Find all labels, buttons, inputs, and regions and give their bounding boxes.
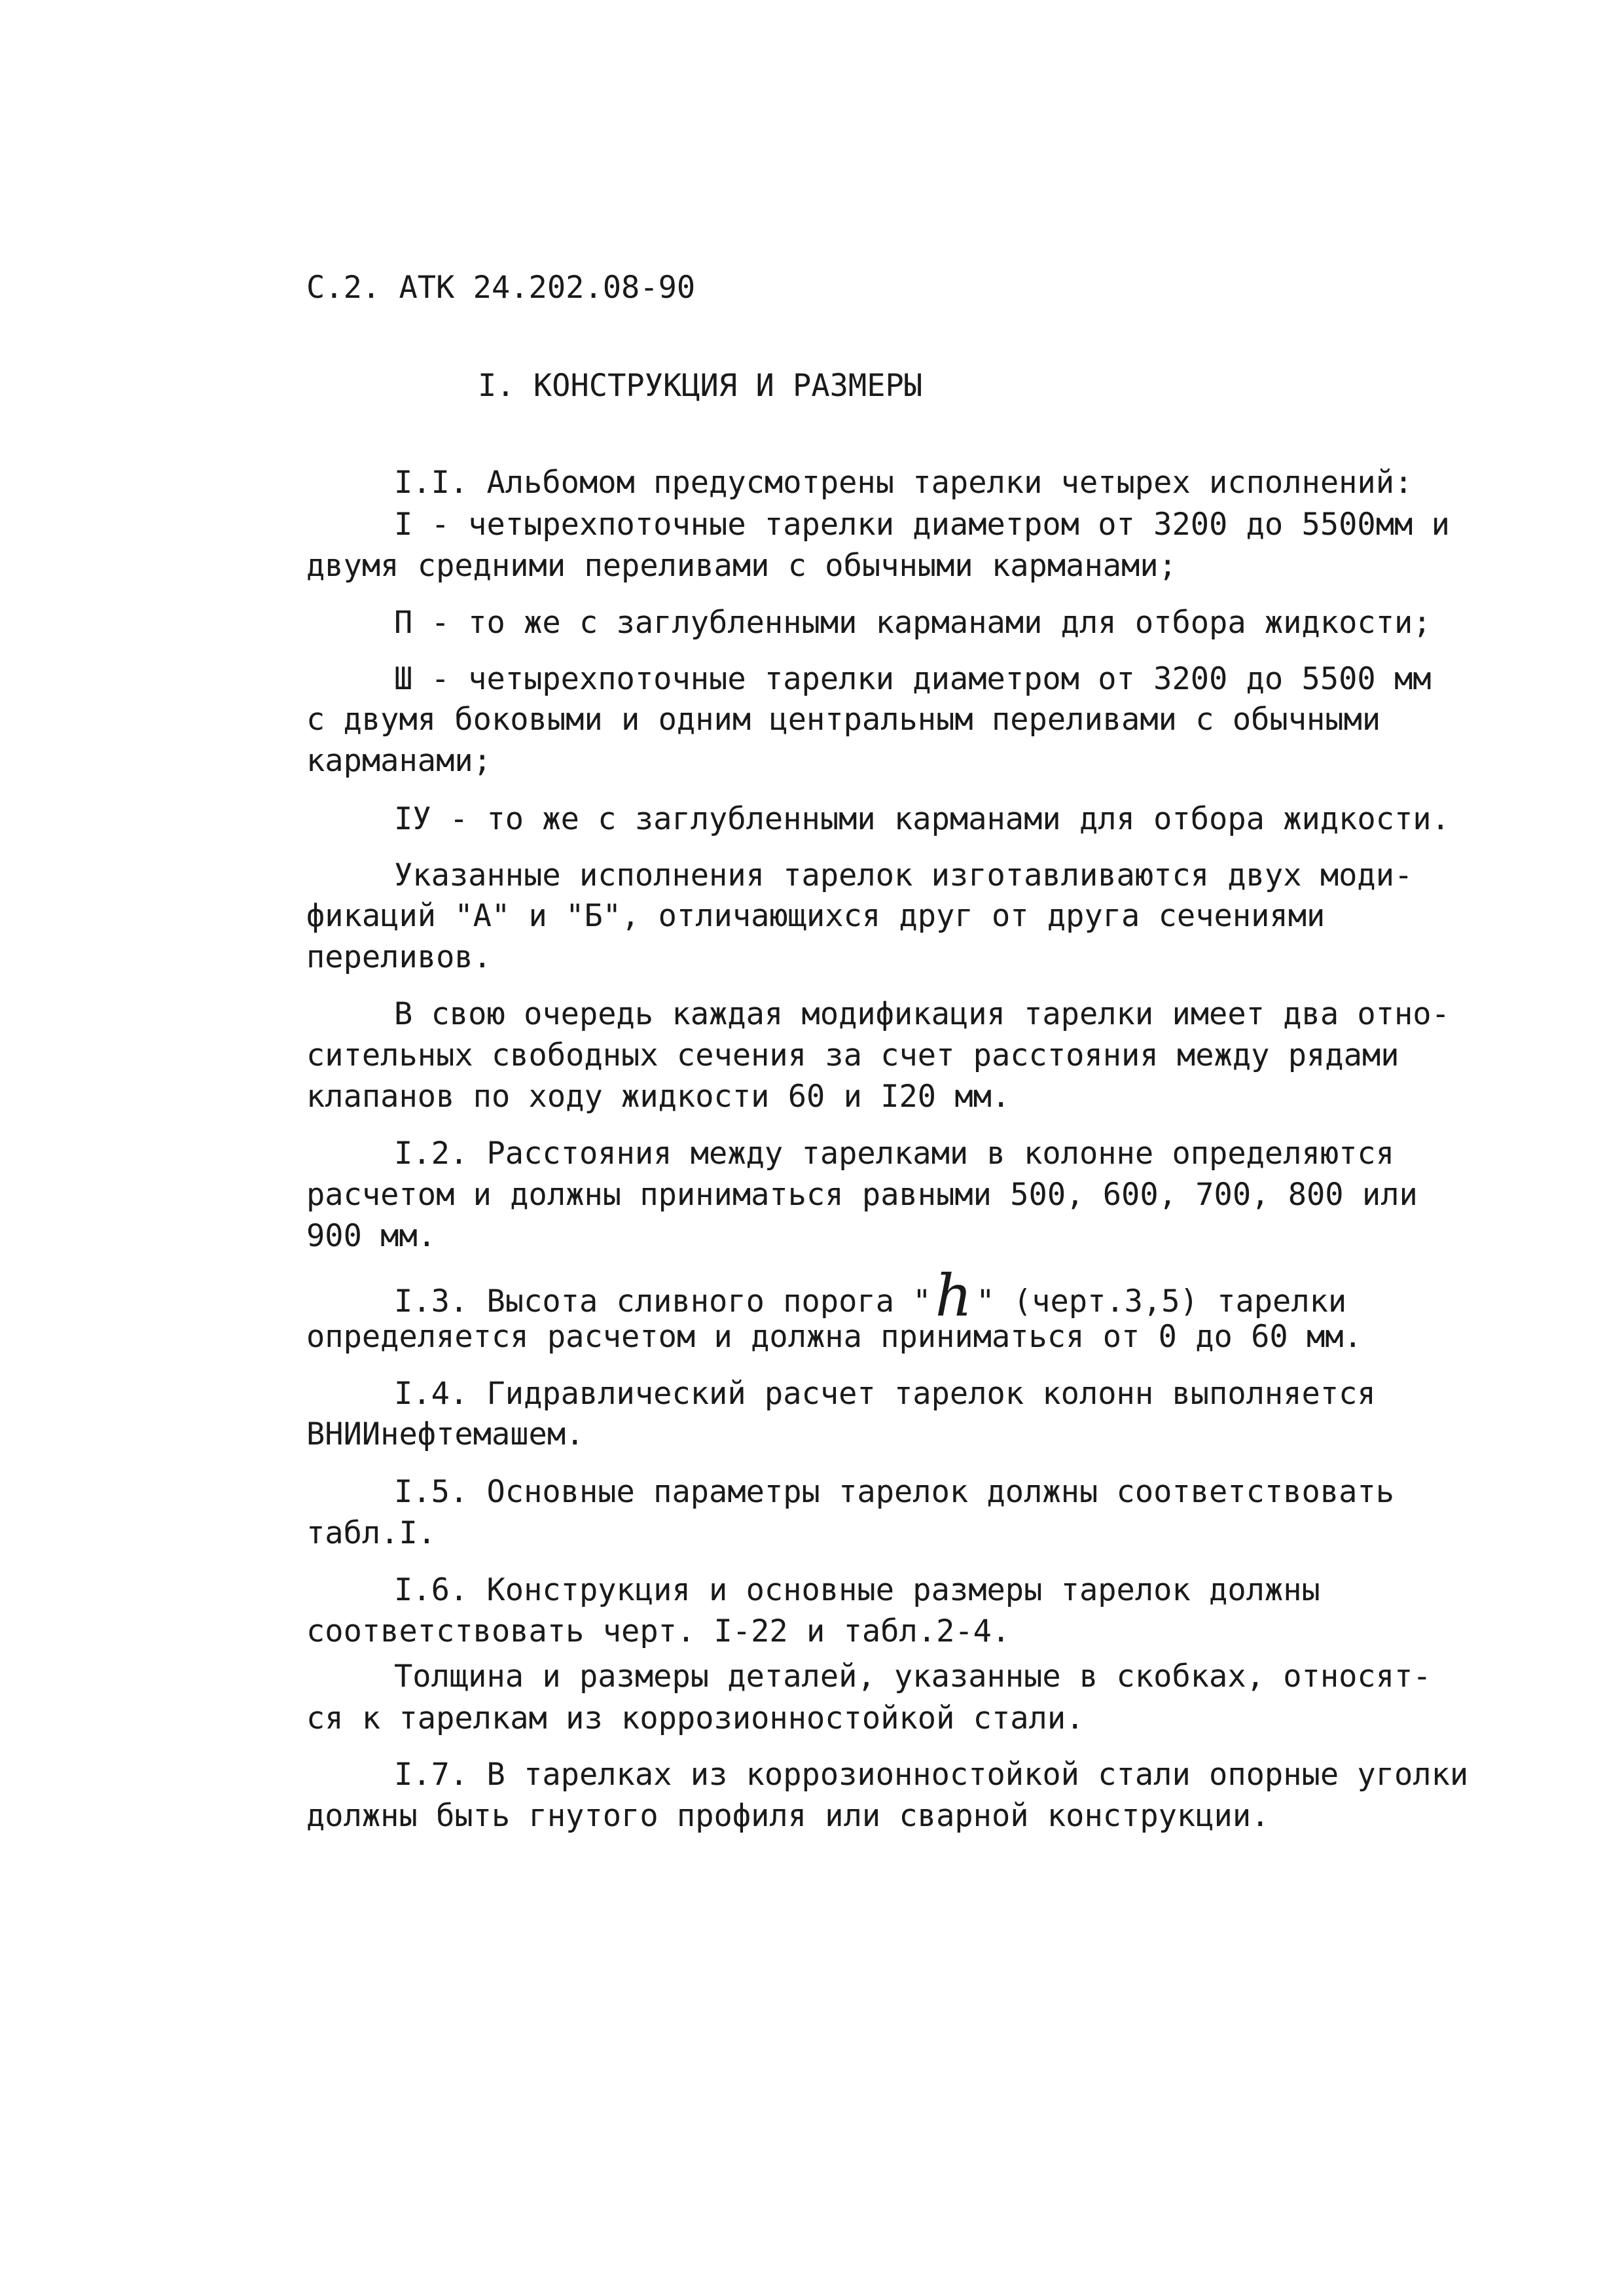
paragraph-line: фикаций "А" и "Б", отличающихся друг от друга сечениями	[306, 898, 1326, 934]
paragraph-line: соответствовать черт. I-22 и табл.2-4.	[306, 1613, 1011, 1649]
paragraph-line: двумя средними переливами с обычными карманами;	[306, 548, 1177, 584]
paragraph-line: I.5. Основные параметры тарелок должны соответствовать	[394, 1474, 1395, 1510]
paragraph-line: П - то же с заглубленными карманами для отбора жидкости;	[394, 605, 1432, 641]
paragraph-line: I - четырехпоточные тарелки диаметром от 3200 до 5500мм и	[394, 507, 1450, 543]
paragraph-line: Толщина и размеры деталей, указанные в скобках, относят-	[394, 1659, 1432, 1695]
paragraph-line: I.2. Расстояния между тарелками в колонне определяются	[394, 1136, 1395, 1172]
section-title: I. КОНСТРУКЦИЯ И РАЗМЕРЫ	[478, 368, 923, 404]
paragraph-text: I.3. Высота сливного порога "	[394, 1283, 931, 1319]
paragraph-line: 900 мм.	[306, 1218, 437, 1254]
page-header: С.2. АТК 24.202.08-90	[306, 270, 696, 306]
paragraph-line: с двумя боковыми и одним центральным переливами с обычными	[306, 702, 1381, 738]
paragraph-line: Указанные исполнения тарелок изготавливаются двух моди-	[394, 857, 1413, 893]
paragraph-line: ся к тарелкам из коррозионностойкой стали.	[306, 1700, 1085, 1736]
paragraph-line: должны быть гнутого профиля или сварной конструкции.	[306, 1798, 1270, 1834]
paragraph-line: карманами;	[306, 743, 492, 779]
paragraph-line: I.4. Гидравлический расчет тарелок колонн выполняется	[394, 1376, 1376, 1412]
paragraph-line: Ш - четырехпоточные тарелки диаметром от 3200 до 5500 мм	[394, 661, 1432, 697]
paragraph-line: ВНИИнефтемашем.	[306, 1416, 585, 1452]
paragraph-line: I.I. Альбомом предусмотрены тарелки четырех исполнений:	[394, 465, 1413, 501]
paragraph-line: расчетом и должны приниматься равными 500, 600, 700, 800 или	[306, 1177, 1418, 1213]
handwritten-h-symbol: h	[935, 1262, 973, 1329]
paragraph-line: определяется расчетом и должна приниматься от 0 до 60 мм.	[306, 1319, 1362, 1355]
paragraph-line: В свою очередь каждая модификация тарелки имеет два отно-	[394, 996, 1450, 1032]
paragraph-line: IУ - то же с заглубленными карманами для отбора жидкости.	[394, 801, 1450, 837]
paragraph-line: I.7. В тарелках из коррозионностойкой стали опорные уголки	[394, 1757, 1469, 1793]
paragraph-line: I.6. Конструкция и основные размеры тарелок должны	[394, 1572, 1320, 1608]
paragraph-line: переливов.	[306, 939, 492, 975]
paragraph-line: клапанов по ходу жидкости 60 и I20 мм.	[306, 1079, 1011, 1115]
paragraph-line: табл.I.	[306, 1515, 437, 1551]
paragraph-text: " (черт.3,5) тарелки	[976, 1283, 1347, 1319]
paragraph-line: сительных свободных сечения за счет расстояния между рядами	[306, 1037, 1399, 1073]
paragraph-line	[394, 1262, 1347, 1329]
